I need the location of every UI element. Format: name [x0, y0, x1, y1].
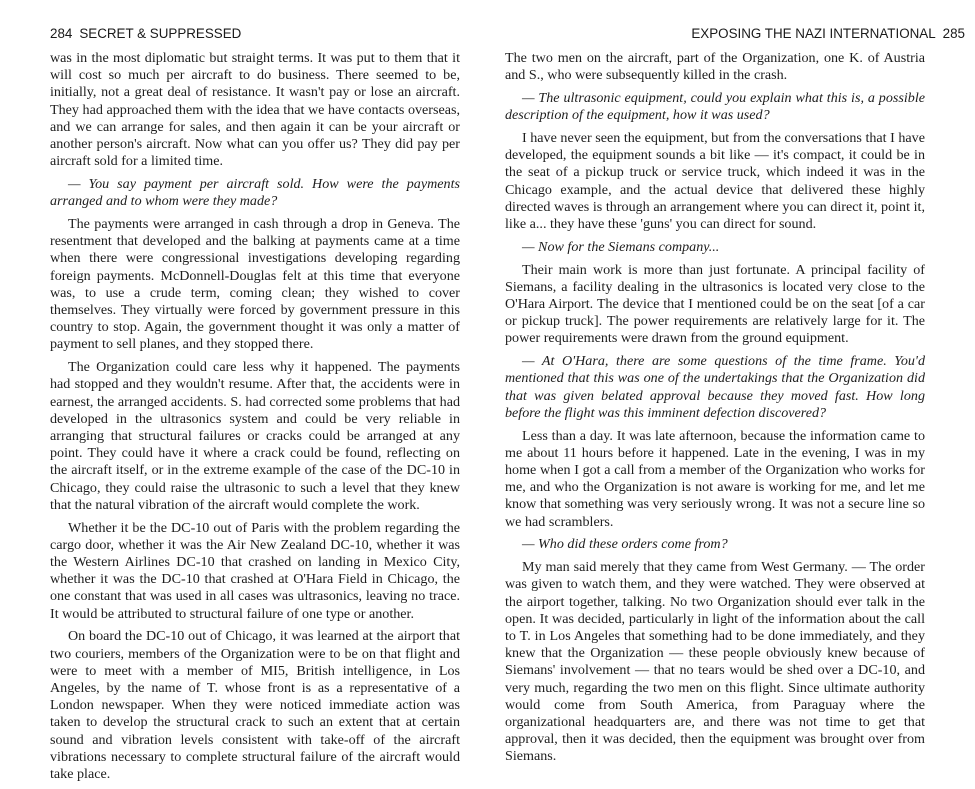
right-running-head	[691, 26, 965, 41]
right-page	[490, 0, 975, 783]
interviewer-question: — Now for the Siemans company...	[522, 238, 720, 255]
paragraph: My man said merely that they came from West Germany. — The order was given to watch them, and they were watched. They were observed at the airport together, talking. No two Organization should ever talk in the open. It was decided, particularly in light of the information about the call to T. in Los Angeles that something had to be done immediately, and they knew that the Organization — these people obviously knew because of Siemans' involvement — that no tears would be shed over a DC-10, and very much, regarding the two men on this flight. Since ultimate authority would come from South America, from Paraguay where the organizational headquarters are, and there was not time to get that approval, then it was decided, then the equipment was brought over from Siemans.	[505, 559, 925, 765]
right-body-text	[505, 50, 925, 771]
paragraph: The two men on the aircraft, part of the Organization, one K. of Austria and S., who were subsequently killed in the crash.	[505, 50, 925, 84]
left-page	[0, 0, 490, 783]
interviewer-question: — At O'Hara, there are some questions of the time frame. You'd mentioned that this was one of the undertakings that the Organization did that was given belated approval because they moved fast. How long before the flight was this imminent defection discovered?	[505, 353, 925, 421]
paragraph: was in the most diplomatic but straight terms. It was put to them that it will cost so much per aircraft to do business. There seemed to be, initially, not a great deal of resistance. It wasn't pay or lose an aircraft. They had approached them with the idea that we have contacts overseas, and we can arrange for sales, and then again it can be your aircraft or another person's aircraft. Now what can you offer us? They did pay per aircraft sold for a limited time.	[50, 50, 460, 170]
paragraph: The payments were arranged in cash through a drop in Geneva. The resentment that developed and the balking at payments came at a time when there were congressional investigations developing regarding foreign payments. McDonnell-Douglas felt at this time that everyone was, to use a crude term, coming clean; they wished to cover themselves. They virtually were forced by government pressure in this country to stop. Again, the government thought it was only a matter of payment to sell planes, and they stopped there.	[50, 216, 460, 353]
paragraph: Less than a day. It was late afternoon, because the information came to me about 11 hours before it happened. Late in the evening, I was in my home when I got a call from a member of the Organization who works for me, and who the Organization is not aware is working for me, and let me know that something was very seriously wrong. It was not a secure line so we had scramblers.	[505, 427, 925, 530]
left-running-title: SECRET & SUPPRESSED	[79, 26, 242, 41]
paragraph: The Organization could care less why it happened. The payments had stopped and they wouldn't resume. After that, the accidents were in earnest, the arranged accidents. S. had corrected some problems that had developed in the ultrasonics system and could be very reliable in arranging that structural failures or cracks could be arranged at any point. They could have it where a crack could be found, reflecting on the aircraft itself, or in the extreme example of the case of the DC-10 in Chicago, they could raise the ultrasonic to such a level that they knew that the natural vibration of the aircraft would complete the work.	[50, 359, 460, 513]
interviewer-question: — The ultrasonic equipment, could you explain what this is, a possible description of the equipment, how it was used?	[505, 90, 925, 124]
interviewer-question: — Who did these orders come from?	[522, 536, 728, 553]
left-running-head	[50, 26, 241, 41]
right-running-title: EXPOSING THE NAZI INTERNATIONAL	[691, 26, 936, 41]
paragraph: I have never seen the equipment, but from the conversations that I have developed, the equipment sounds a bit like — it's compact, it could be in the seat of a pickup truck or service truck, which indeed it was in the Chicago example, and the actual device that delivered these highly directed waves is through an arrangement where you can direct it, point it, like a... they have these 'guns' you can direct for sound.	[505, 130, 925, 233]
left-page-number: 284	[50, 26, 73, 41]
left-body-text	[50, 50, 460, 789]
right-page-number: 285	[942, 26, 965, 41]
interviewer-question: — You say payment per aircraft sold. How were the payments arranged and to whom were they made?	[50, 176, 460, 210]
paragraph: Whether it be the DC-10 out of Paris with the problem regarding the cargo door, whether it was the Air New Zealand DC-10, whether it was the Western Airlines DC-10 that crashed on landing in Mexico City, whether it was the DC-10 that crashed at O'Hara Field in Chicago, the one constant that was used in all cases was ultrasonics, leaving no trace. It would be attributed to structural failure of one type or another.	[50, 519, 460, 622]
paragraph: On board the DC-10 out of Chicago, it was learned at the airport that two couriers, members of the Organization were to be on that flight and were to meet with a member of MI5, British intelligence, in Los Angeles, by the name of T. whose front is as a representative of a London newspaper. When they were noticed immediate action was taken to develop the structural crack to such an extent that at certain sound and vibration levels consistent with take-off of the aircraft vibrations necessary to complete structural failure of the aircraft would take place.	[50, 628, 460, 783]
paragraph: Their main work is more than just fortunate. A principal facility of Siemans, a facility dealing in the ultrasonics is located very close to the O'Hara Airport. The device that I mentioned could be on the seat [of a car or pickup truck]. The power requirements are relatively large for it. The power requirements were drawn from the ground equipment.	[505, 261, 925, 347]
